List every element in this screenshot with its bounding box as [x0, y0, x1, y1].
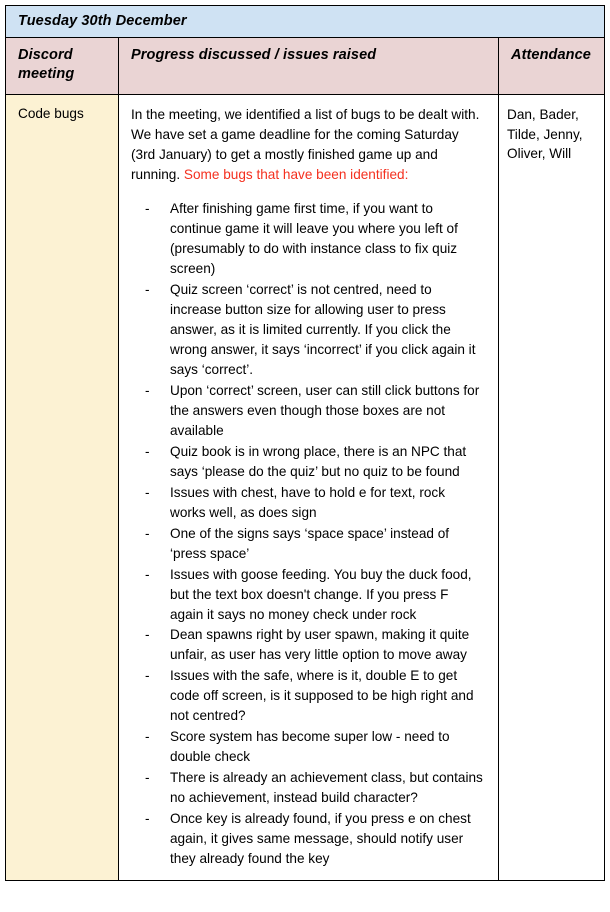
header-cell-progress	[119, 38, 499, 95]
list-item	[131, 666, 484, 726]
list-item-text: Quiz screen ‘correct’ is not centred, need to increase button size for allowing user to press answer, as it is limited currently. If you click the wrong answer, it says ‘incorrect’ if you click again it says ‘correct’.	[170, 282, 476, 377]
bullet-dash-marker: -	[145, 668, 150, 684]
bug-list	[131, 199, 484, 869]
list-item-text: Upon ‘correct’ screen, user can still click buttons for the answers even though those boxes are not available	[170, 382, 480, 438]
list-item	[131, 199, 484, 279]
bullet-dash-marker: -	[145, 566, 150, 582]
intro-paragraph	[131, 105, 484, 185]
list-item-text: After finishing game first time, if you want to continue game it will leave you where you left of (presumably to do with instance class to fix quiz screen)	[170, 201, 458, 277]
bullet-dash-marker: -	[145, 201, 150, 217]
cell-attendance	[499, 95, 605, 881]
bullet-dash-marker: -	[145, 770, 150, 786]
header-progress-label: Progress discussed / issues raised	[131, 47, 377, 63]
list-item	[131, 442, 484, 482]
date-banner-title: Tuesday 30th December	[18, 13, 187, 29]
list-item	[131, 280, 484, 380]
list-item	[131, 524, 484, 564]
bullet-dash-marker: -	[145, 729, 150, 745]
header-cell-category	[6, 38, 119, 95]
intro-highlight-text: Some bugs that have been identified:	[183, 167, 409, 183]
cell-category	[6, 95, 119, 881]
header-attendance-label: Attendance	[511, 47, 591, 63]
list-item	[131, 809, 484, 869]
list-item-text: Issues with chest, have to hold e for text, rock works well, as does sign	[170, 484, 446, 520]
date-banner-cell	[6, 6, 605, 38]
bullet-dash-marker: -	[145, 525, 150, 541]
list-item-text: Once key is already found, if you press e on chest again, it gives same message, should notify user they already found the key	[170, 811, 471, 867]
list-item-text: Quiz book is in wrong place, there is an NPC that says ‘please do the quiz’ but no quiz to be found	[170, 443, 467, 479]
category-label: Code bugs	[18, 106, 84, 122]
list-item	[131, 768, 484, 808]
bullet-dash-marker: -	[145, 627, 150, 643]
intro-text: In the meeting, we identified a list of bugs to be dealt with. We have set a game deadline for the coming Saturday (3rd January) to get a mostly finished game up and running.	[131, 107, 480, 183]
list-item-text: Score system has become super low - need to double check	[170, 729, 450, 765]
bullet-dash-marker: -	[145, 443, 150, 459]
list-item	[131, 565, 484, 625]
header-category-line1: Discord	[18, 47, 73, 63]
list-item-text: Issues with the safe, where is it, double E to get code off screen, is it supposed to be high right and not centred?	[170, 668, 474, 724]
list-item-text: There is already an achievement class, but contains no achievement, instead build character?	[170, 770, 483, 806]
table-row	[6, 95, 605, 881]
bullet-dash-marker: -	[145, 811, 150, 827]
attendance-list: Dan, Bader, Tilde, Jenny, Oliver, Will	[507, 107, 583, 161]
list-item-text: One of the signs says ‘space space’ instead of ‘press space’	[170, 525, 450, 561]
list-item	[131, 483, 484, 523]
bullet-dash-marker: -	[145, 484, 150, 500]
list-item	[131, 381, 484, 441]
header-category-line2: meeting	[18, 66, 75, 83]
header-cell-attendance	[499, 38, 605, 95]
list-item	[131, 625, 484, 665]
list-item-text: Issues with goose feeding. You buy the duck food, but the text box doesn't change. If you press F again it says no money check under rock	[170, 566, 472, 622]
column-header-row	[6, 38, 605, 95]
bullet-dash-marker: -	[145, 282, 150, 297]
meeting-notes-table	[5, 5, 605, 881]
list-item-text: Dean spawns right by user spawn, making it quite unfair, as user has very little option to move away	[170, 627, 470, 663]
date-banner-row	[6, 6, 605, 38]
progress-content	[119, 95, 498, 880]
header-category-wrapper	[6, 38, 118, 94]
list-item	[131, 727, 484, 767]
bullet-dash-marker: -	[145, 382, 150, 398]
cell-progress	[119, 95, 499, 881]
